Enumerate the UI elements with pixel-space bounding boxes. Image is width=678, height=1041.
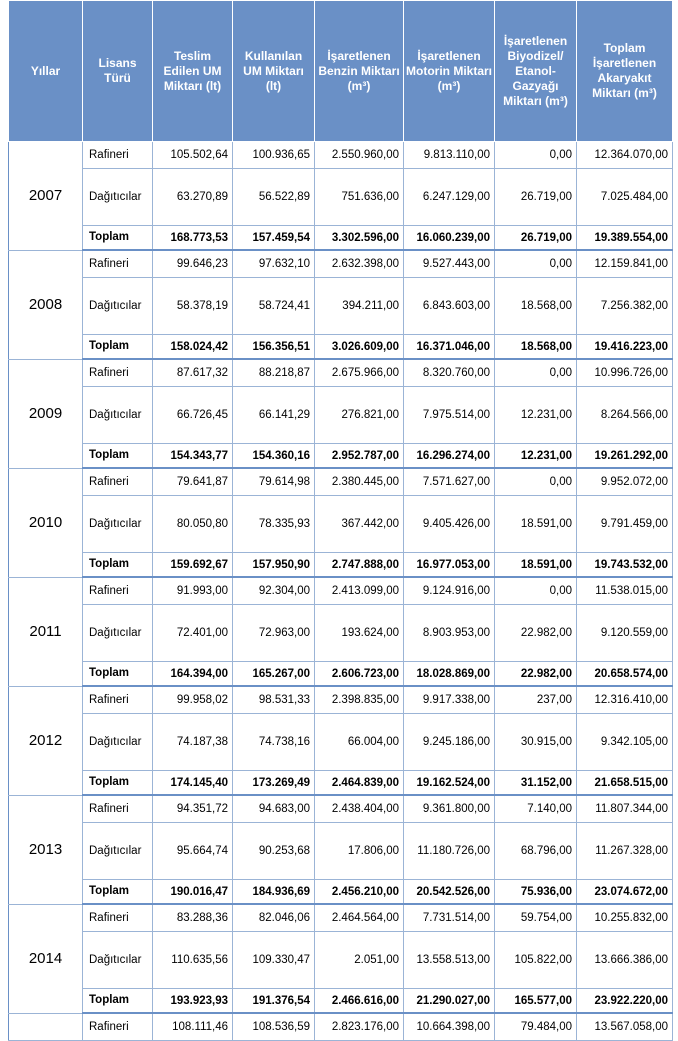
benzin-cell: 3.026.609,00 (315, 335, 404, 360)
kullanilan-cell: 88.218,87 (233, 359, 315, 387)
benzin-cell: 394.211,00 (315, 278, 404, 335)
toplam-cell: 23.922.220,00 (577, 989, 673, 1014)
toplam-cell: 13.567.058,00 (577, 1013, 673, 1041)
kullanilan-cell: 74.738,16 (233, 714, 315, 771)
teslim-cell: 168.773,53 (153, 226, 233, 251)
table-row (9, 662, 673, 687)
teslim-cell: 158.024,42 (153, 335, 233, 360)
toplam-cell: 19.743.532,00 (577, 553, 673, 578)
header-teslim-edilen: Teslim Edilen UM Miktarı (lt) (153, 1, 233, 142)
teslim-cell: 154.343,77 (153, 444, 233, 469)
toplam-cell: 19.261.292,00 (577, 444, 673, 469)
toplam-cell: 11.538.015,00 (577, 577, 673, 605)
motorin-cell: 9.361.800,00 (404, 795, 495, 823)
table-row (9, 468, 673, 496)
motorin-cell: 6.843.603,00 (404, 278, 495, 335)
teslim-cell: 193.923,93 (153, 989, 233, 1014)
motorin-cell: 21.290.027,00 (404, 989, 495, 1014)
biyodizel-cell: 68.796,00 (495, 823, 577, 880)
biyodizel-cell: 12.231,00 (495, 387, 577, 444)
license-type-cell: Dağıtıcılar (83, 714, 153, 771)
biyodizel-cell: 12.231,00 (495, 444, 577, 469)
license-type-cell: Dağıtıcılar (83, 387, 153, 444)
table-row (9, 714, 673, 771)
table-row (9, 387, 673, 444)
table-row (9, 278, 673, 335)
toplam-cell: 23.074.672,00 (577, 880, 673, 905)
table-row (9, 444, 673, 469)
year-cell: 2014 (9, 904, 83, 1013)
benzin-cell: 2.823.176,00 (315, 1013, 404, 1041)
kullanilan-cell: 157.459,54 (233, 226, 315, 251)
benzin-cell: 2.747.888,00 (315, 553, 404, 578)
teslim-cell: 190.016,47 (153, 880, 233, 905)
motorin-cell: 10.664.398,00 (404, 1013, 495, 1041)
license-type-cell: Toplam (83, 662, 153, 687)
license-type-cell: Rafineri (83, 468, 153, 496)
teslim-cell: 99.958,02 (153, 686, 233, 714)
teslim-cell: 83.288,36 (153, 904, 233, 932)
biyodizel-cell: 7.140,00 (495, 795, 577, 823)
toplam-cell: 13.666.386,00 (577, 932, 673, 989)
header-benzin: İşaretlenen Benzin Miktarı (m³) (315, 1, 404, 142)
motorin-cell: 16.977.053,00 (404, 553, 495, 578)
teslim-cell: 108.111,46 (153, 1013, 233, 1041)
motorin-cell: 9.124.916,00 (404, 577, 495, 605)
year-cell: 2010 (9, 468, 83, 577)
teslim-cell: 63.270,89 (153, 169, 233, 226)
motorin-cell: 7.571.627,00 (404, 468, 495, 496)
benzin-cell: 3.302.596,00 (315, 226, 404, 251)
kullanilan-cell: 165.267,00 (233, 662, 315, 687)
biyodizel-cell: 0,00 (495, 359, 577, 387)
kullanilan-cell: 156.356,51 (233, 335, 315, 360)
license-type-cell: Rafineri (83, 250, 153, 278)
table-body (9, 142, 673, 1041)
benzin-cell: 2.398.835,00 (315, 686, 404, 714)
biyodizel-cell: 0,00 (495, 250, 577, 278)
kullanilan-cell: 78.335,93 (233, 496, 315, 553)
kullanilan-cell: 92.304,00 (233, 577, 315, 605)
benzin-cell: 2.952.787,00 (315, 444, 404, 469)
benzin-cell: 17.806,00 (315, 823, 404, 880)
kullanilan-cell: 154.360,16 (233, 444, 315, 469)
toplam-cell: 20.658.574,00 (577, 662, 673, 687)
kullanilan-cell: 97.632,10 (233, 250, 315, 278)
motorin-cell: 9.917.338,00 (404, 686, 495, 714)
kullanilan-cell: 79.614,98 (233, 468, 315, 496)
kullanilan-cell: 157.950,90 (233, 553, 315, 578)
teslim-cell: 105.502,64 (153, 142, 233, 169)
biyodizel-cell: 0,00 (495, 468, 577, 496)
header-biyodizel: İşaretlenen Biyodizel/ Etanol-Gazyağı Miktarı (m³) (495, 1, 577, 142)
toplam-cell: 10.255.832,00 (577, 904, 673, 932)
license-type-cell: Toplam (83, 771, 153, 796)
benzin-cell: 2.550.960,00 (315, 142, 404, 169)
license-type-cell: Rafineri (83, 795, 153, 823)
header-kullanilan: Kullanılan UM Miktarı (lt) (233, 1, 315, 142)
kullanilan-cell: 184.936,69 (233, 880, 315, 905)
teslim-cell: 74.187,38 (153, 714, 233, 771)
year-cell (9, 1013, 83, 1041)
license-type-cell: Dağıtıcılar (83, 496, 153, 553)
benzin-cell: 2.380.445,00 (315, 468, 404, 496)
table-row (9, 771, 673, 796)
kullanilan-cell: 58.724,41 (233, 278, 315, 335)
biyodizel-cell: 0,00 (495, 142, 577, 169)
biyodizel-cell: 22.982,00 (495, 662, 577, 687)
teslim-cell: 91.993,00 (153, 577, 233, 605)
kullanilan-cell: 72.963,00 (233, 605, 315, 662)
biyodizel-cell: 22.982,00 (495, 605, 577, 662)
header-lisans-turu: Lisans Türü (83, 1, 153, 142)
toplam-cell: 12.316.410,00 (577, 686, 673, 714)
biyodizel-cell: 18.568,00 (495, 278, 577, 335)
motorin-cell: 20.542.526,00 (404, 880, 495, 905)
license-type-cell: Toplam (83, 335, 153, 360)
toplam-cell: 12.159.841,00 (577, 250, 673, 278)
kullanilan-cell: 66.141,29 (233, 387, 315, 444)
license-type-cell: Dağıtıcılar (83, 169, 153, 226)
motorin-cell: 16.296.274,00 (404, 444, 495, 469)
table-row (9, 880, 673, 905)
table-row (9, 605, 673, 662)
motorin-cell: 18.028.869,00 (404, 662, 495, 687)
license-type-cell: Toplam (83, 880, 153, 905)
toplam-cell: 11.267.328,00 (577, 823, 673, 880)
table-row (9, 823, 673, 880)
teslim-cell: 79.641,87 (153, 468, 233, 496)
license-type-cell: Toplam (83, 226, 153, 251)
benzin-cell: 2.675.966,00 (315, 359, 404, 387)
biyodizel-cell: 75.936,00 (495, 880, 577, 905)
teslim-cell: 110.635,56 (153, 932, 233, 989)
toplam-cell: 21.658.515,00 (577, 771, 673, 796)
teslim-cell: 80.050,80 (153, 496, 233, 553)
table-row (9, 226, 673, 251)
teslim-cell: 94.351,72 (153, 795, 233, 823)
toplam-cell: 19.389.554,00 (577, 226, 673, 251)
table-row (9, 496, 673, 553)
motorin-cell: 11.180.726,00 (404, 823, 495, 880)
toplam-cell: 12.364.070,00 (577, 142, 673, 169)
benzin-cell: 2.464.839,00 (315, 771, 404, 796)
biyodizel-cell: 59.754,00 (495, 904, 577, 932)
biyodizel-cell: 105.822,00 (495, 932, 577, 989)
motorin-cell: 6.247.129,00 (404, 169, 495, 226)
benzin-cell: 751.636,00 (315, 169, 404, 226)
license-type-cell: Rafineri (83, 359, 153, 387)
benzin-cell: 66.004,00 (315, 714, 404, 771)
benzin-cell: 367.442,00 (315, 496, 404, 553)
toplam-cell: 19.416.223,00 (577, 335, 673, 360)
table-row (9, 577, 673, 605)
motorin-cell: 9.527.443,00 (404, 250, 495, 278)
toplam-cell: 8.264.566,00 (577, 387, 673, 444)
table-row (9, 686, 673, 714)
motorin-cell: 7.731.514,00 (404, 904, 495, 932)
header-yillar: Yıllar (9, 1, 83, 142)
fuel-marker-table (8, 0, 673, 1041)
benzin-cell: 2.466.616,00 (315, 989, 404, 1014)
benzin-cell: 276.821,00 (315, 387, 404, 444)
biyodizel-cell: 18.591,00 (495, 496, 577, 553)
toplam-cell: 7.256.382,00 (577, 278, 673, 335)
license-type-cell: Dağıtıcılar (83, 932, 153, 989)
benzin-cell: 2.051,00 (315, 932, 404, 989)
table-row (9, 335, 673, 360)
table-row (9, 142, 673, 169)
table-row (9, 795, 673, 823)
teslim-cell: 87.617,32 (153, 359, 233, 387)
motorin-cell: 16.060.239,00 (404, 226, 495, 251)
teslim-cell: 66.726,45 (153, 387, 233, 444)
motorin-cell: 9.405.426,00 (404, 496, 495, 553)
year-cell: 2008 (9, 250, 83, 359)
biyodizel-cell: 165.577,00 (495, 989, 577, 1014)
kullanilan-cell: 90.253,68 (233, 823, 315, 880)
toplam-cell: 9.120.559,00 (577, 605, 673, 662)
table-header (9, 1, 673, 142)
motorin-cell: 16.371.046,00 (404, 335, 495, 360)
toplam-cell: 9.791.459,00 (577, 496, 673, 553)
benzin-cell: 2.413.099,00 (315, 577, 404, 605)
kullanilan-cell: 56.522,89 (233, 169, 315, 226)
license-type-cell: Rafineri (83, 142, 153, 169)
license-type-cell: Rafineri (83, 686, 153, 714)
biyodizel-cell: 31.152,00 (495, 771, 577, 796)
table-row (9, 169, 673, 226)
header-motorin: İşaretlenen Motorin Miktarı (m³) (404, 1, 495, 142)
teslim-cell: 174.145,40 (153, 771, 233, 796)
year-cell: 2011 (9, 577, 83, 686)
biyodizel-cell: 26.719,00 (495, 169, 577, 226)
license-type-cell: Rafineri (83, 1013, 153, 1041)
kullanilan-cell: 191.376,54 (233, 989, 315, 1014)
license-type-cell: Dağıtıcılar (83, 823, 153, 880)
kullanilan-cell: 108.536,59 (233, 1013, 315, 1041)
kullanilan-cell: 109.330,47 (233, 932, 315, 989)
toplam-cell: 9.952.072,00 (577, 468, 673, 496)
table-row (9, 989, 673, 1014)
year-cell: 2012 (9, 686, 83, 795)
biyodizel-cell: 0,00 (495, 577, 577, 605)
motorin-cell: 8.903.953,00 (404, 605, 495, 662)
motorin-cell: 9.813.110,00 (404, 142, 495, 169)
teslim-cell: 159.692,67 (153, 553, 233, 578)
kullanilan-cell: 98.531,33 (233, 686, 315, 714)
motorin-cell: 19.162.524,00 (404, 771, 495, 796)
license-type-cell: Toplam (83, 444, 153, 469)
motorin-cell: 13.558.513,00 (404, 932, 495, 989)
benzin-cell: 193.624,00 (315, 605, 404, 662)
license-type-cell: Toplam (83, 553, 153, 578)
teslim-cell: 164.394,00 (153, 662, 233, 687)
header-row (9, 1, 673, 142)
biyodizel-cell: 79.484,00 (495, 1013, 577, 1041)
teslim-cell: 72.401,00 (153, 605, 233, 662)
year-cell: 2009 (9, 359, 83, 468)
motorin-cell: 7.975.514,00 (404, 387, 495, 444)
year-cell: 2013 (9, 795, 83, 904)
year-cell: 2007 (9, 142, 83, 251)
benzin-cell: 2.456.210,00 (315, 880, 404, 905)
header-toplam: Toplam İşaretlenen Akaryakıt Miktarı (m³) (577, 1, 673, 142)
license-type-cell: Rafineri (83, 904, 153, 932)
table-row (9, 553, 673, 578)
biyodizel-cell: 18.591,00 (495, 553, 577, 578)
kullanilan-cell: 94.683,00 (233, 795, 315, 823)
motorin-cell: 8.320.760,00 (404, 359, 495, 387)
benzin-cell: 2.438.404,00 (315, 795, 404, 823)
toplam-cell: 9.342.105,00 (577, 714, 673, 771)
biyodizel-cell: 237,00 (495, 686, 577, 714)
benzin-cell: 2.464.564,00 (315, 904, 404, 932)
toplam-cell: 11.807.344,00 (577, 795, 673, 823)
teslim-cell: 99.646,23 (153, 250, 233, 278)
table-row (9, 359, 673, 387)
biyodizel-cell: 26.719,00 (495, 226, 577, 251)
benzin-cell: 2.606.723,00 (315, 662, 404, 687)
table-row (9, 250, 673, 278)
kullanilan-cell: 82.046,06 (233, 904, 315, 932)
toplam-cell: 7.025.484,00 (577, 169, 673, 226)
license-type-cell: Rafineri (83, 577, 153, 605)
kullanilan-cell: 100.936,65 (233, 142, 315, 169)
kullanilan-cell: 173.269,49 (233, 771, 315, 796)
teslim-cell: 58.378,19 (153, 278, 233, 335)
motorin-cell: 9.245.186,00 (404, 714, 495, 771)
teslim-cell: 95.664,74 (153, 823, 233, 880)
table-row (9, 904, 673, 932)
biyodizel-cell: 18.568,00 (495, 335, 577, 360)
license-type-cell: Dağıtıcılar (83, 278, 153, 335)
table-row (9, 1013, 673, 1041)
table-row (9, 932, 673, 989)
benzin-cell: 2.632.398,00 (315, 250, 404, 278)
biyodizel-cell: 30.915,00 (495, 714, 577, 771)
license-type-cell: Toplam (83, 989, 153, 1014)
toplam-cell: 10.996.726,00 (577, 359, 673, 387)
license-type-cell: Dağıtıcılar (83, 605, 153, 662)
